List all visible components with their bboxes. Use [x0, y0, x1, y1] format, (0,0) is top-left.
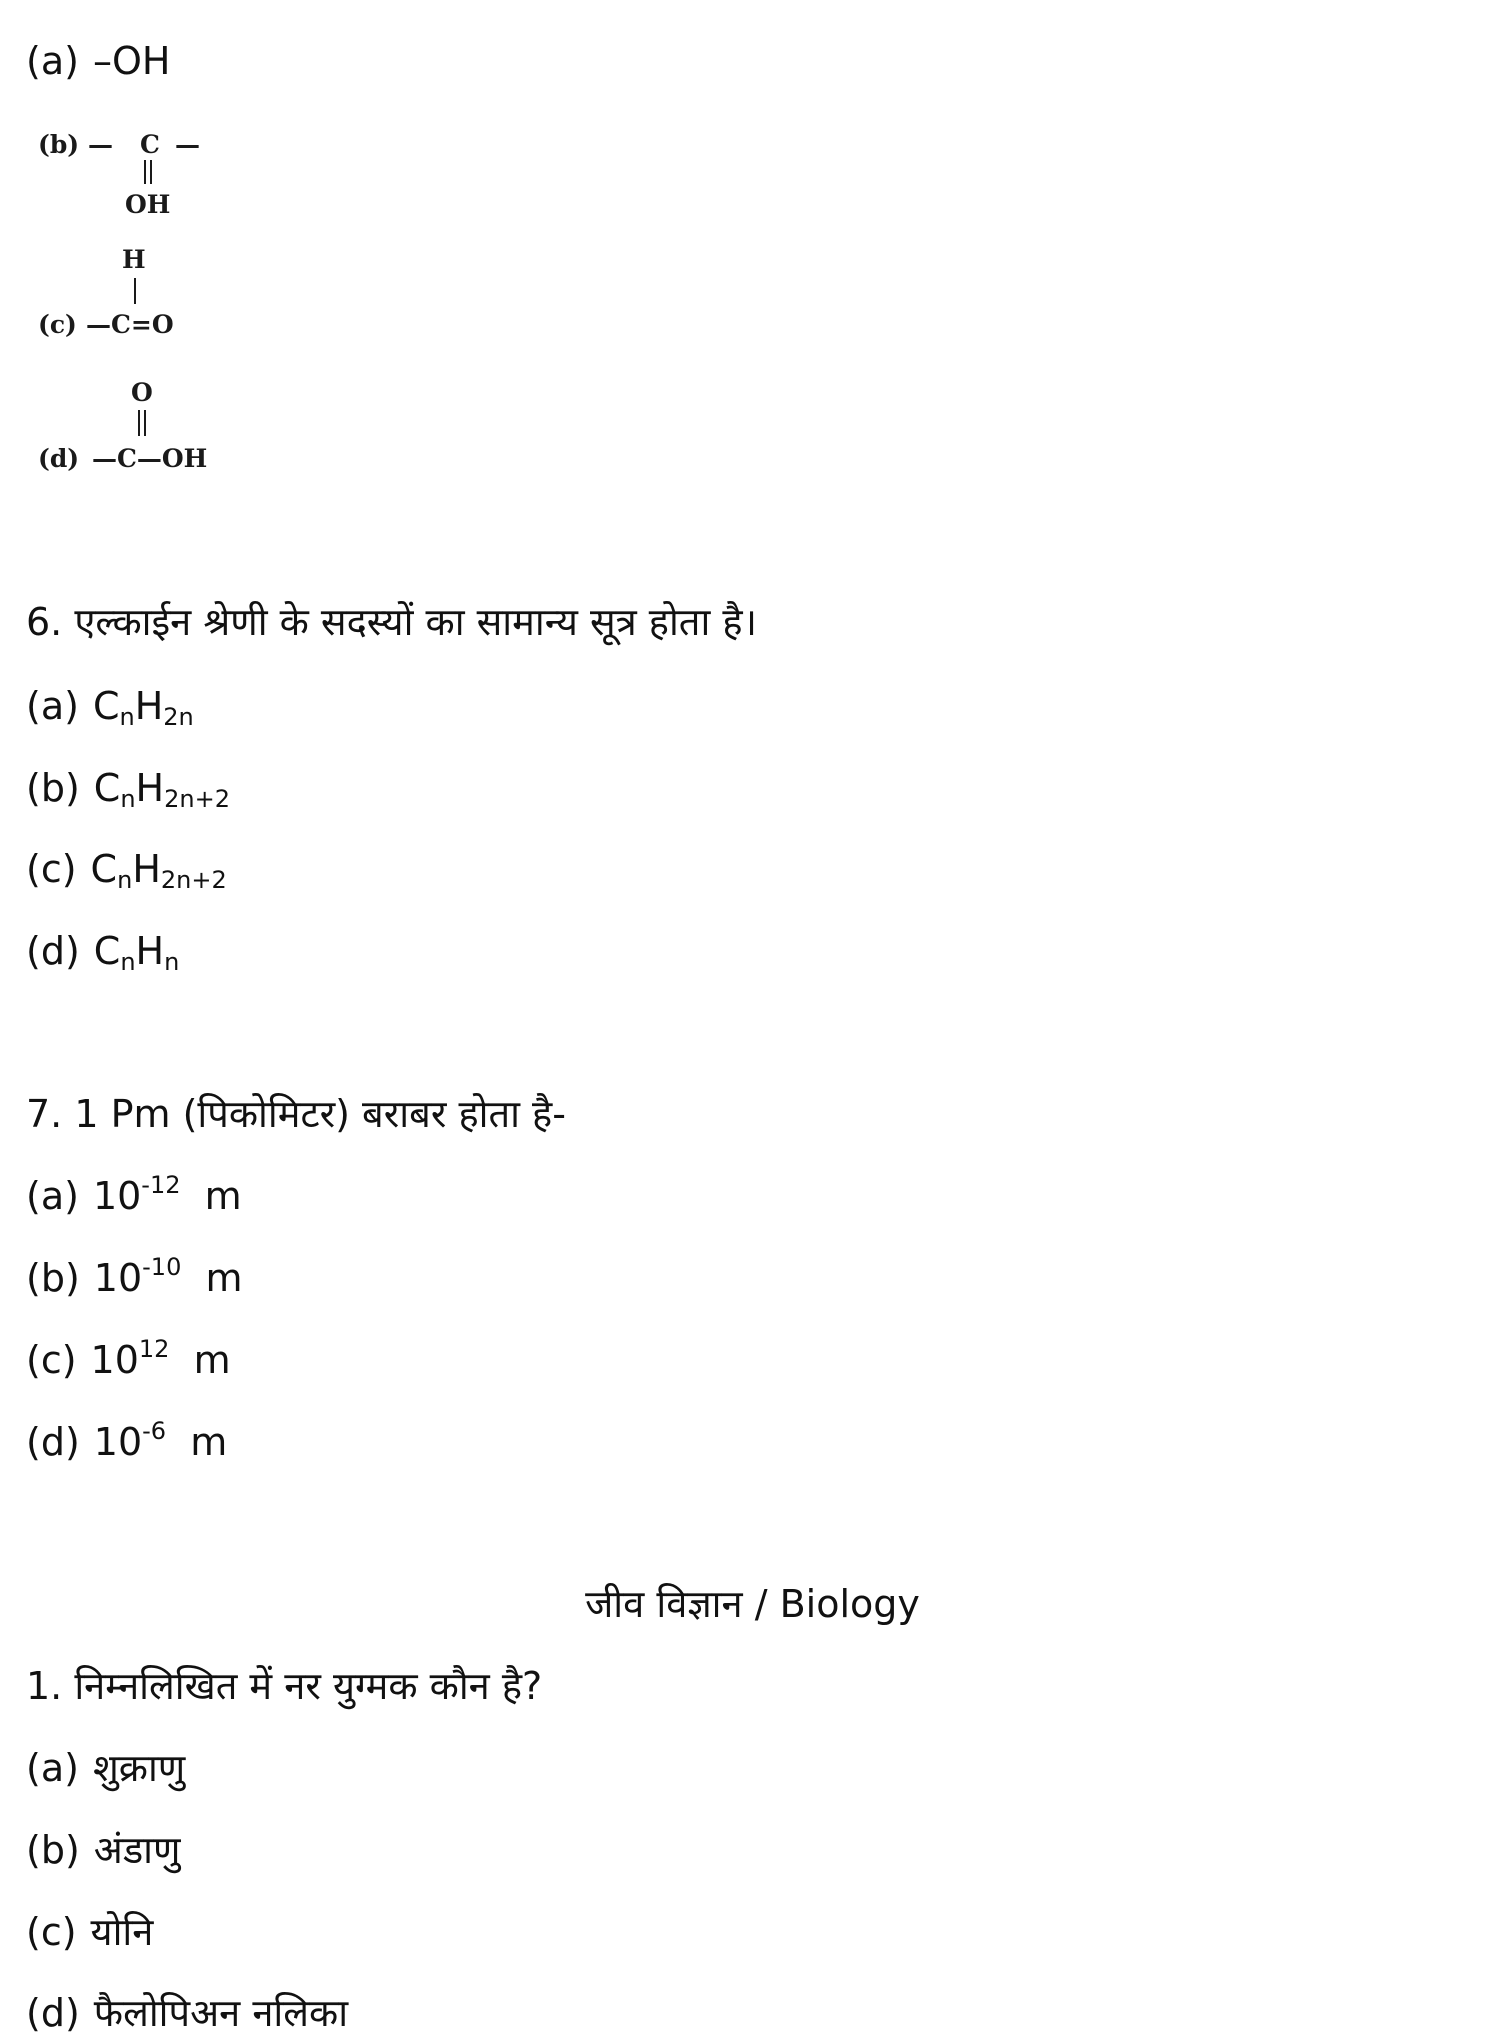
bio-q1-question: 1. निम्नलिखित में नर युग्मक कौन है?	[26, 1664, 543, 1708]
q6-option-a: (a) $C_nH_{2n}$	[26, 684, 194, 731]
single-bond-line	[134, 278, 136, 304]
q5-option-a: (a) –OH	[26, 39, 171, 83]
double-bond-line	[144, 410, 146, 436]
q7-question: 7. 1 Pm (पिकोमिटर) बराबर होता है-	[26, 1092, 566, 1136]
page: (a) –OH (b) — C — OH H (c) —C=O O (d) —C—OH 6. एल्काईन श्रेणी के सदस्यों का सामान्य सूत्र होता है। (a) $C_nH_{2n}$ (b) $C_nH_{2n+2}$ (c) $C_nH_{2n+2}$ (d) $C_nH_n$ 7. 1 Pm (पिकोमिटर) बराबर होता है- (a) $10^{-12}$ m (b) $10^{-10}$ m (c) $10^{12}$ m (d) $10^{-6}$ m जीव विज्ञान / Biology 1. निम्नलिखित में नर युग्मक कौन है? (a) शुक्राणु (b) अंडाणु (c) योनि (d) फैलोपिअन नलिका	[0, 0, 1505, 2034]
q6-option-c: (c) $C_nH_{2n+2}$	[26, 847, 227, 894]
double-bond-line	[138, 410, 140, 436]
bio-q1-option-b: (b) अंडाणु	[26, 1828, 181, 1872]
bio-q1-option-d: (d) फैलोपिअन नलिका	[26, 1991, 349, 2035]
section-title-biology: जीव विज्ञान / Biology	[585, 1582, 920, 1626]
q7-option-d: (d) $10^{-6}$ m	[26, 1417, 228, 1464]
double-bond-line	[150, 160, 152, 184]
q7-option-a: (a) $10^{-12}$ m	[26, 1171, 242, 1218]
bio-q1-option-a: (a) शुक्राणु	[26, 1746, 186, 1790]
q6-question: 6. एल्काईन श्रेणी के सदस्यों का सामान्य सूत्र होता है।	[26, 600, 757, 644]
q7-option-b: (b) $10^{-10}$ m	[26, 1253, 243, 1300]
double-bond-line	[144, 160, 146, 184]
q7-option-c: (c) $10^{12}$ m	[26, 1335, 231, 1382]
q6-option-d: (d) $C_nH_n$	[26, 929, 180, 976]
q6-option-b: (b) $C_nH_{2n+2}$	[26, 766, 230, 813]
bio-q1-option-c: (c) योनि	[26, 1910, 154, 1954]
